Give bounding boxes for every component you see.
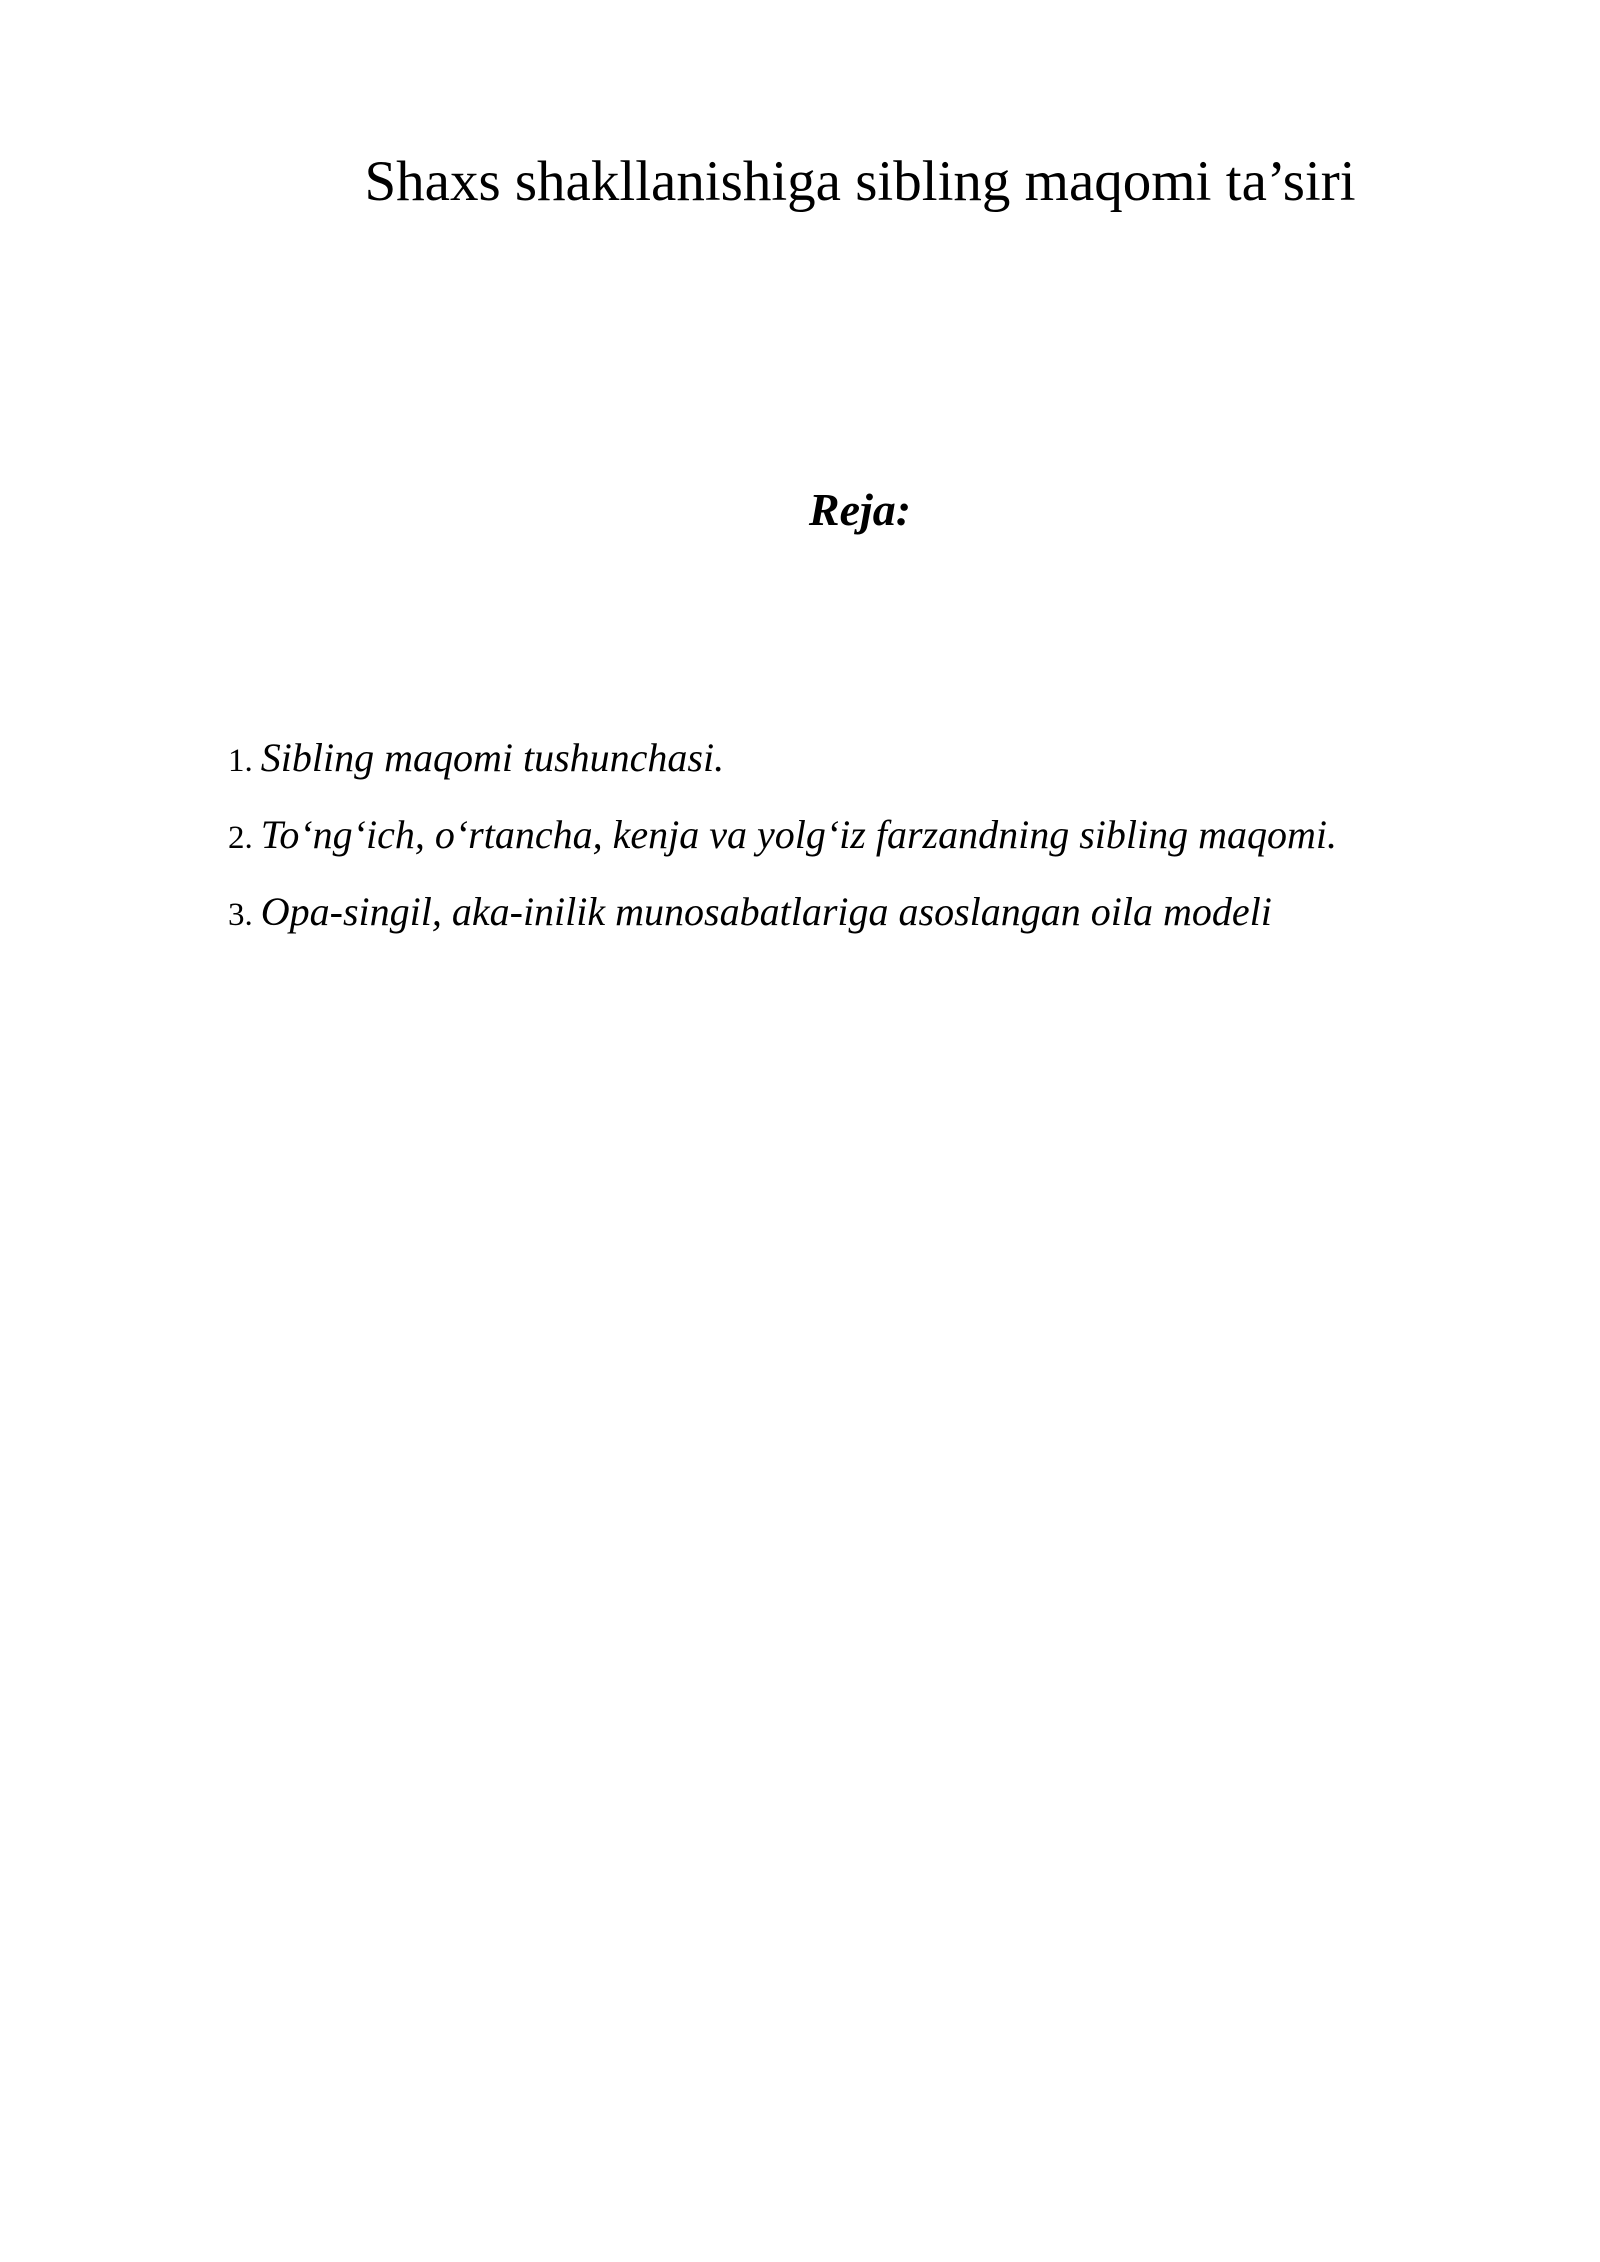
plan-item-text: To‘ng‘ich, o‘rtancha, kenja va yolg‘iz farzandning sibling maqomi. — [260, 812, 1337, 857]
plan-item — [228, 798, 1337, 875]
plan-item-number: 2. — [228, 820, 253, 856]
plan-item-number: 3. — [228, 897, 253, 933]
plan-item — [228, 721, 1337, 798]
plan-item-number: 1. — [228, 743, 253, 779]
plan-heading: Reja: — [808, 484, 912, 535]
plan-item-text: Sibling maqomi tushunchasi. — [260, 735, 725, 780]
document-title: Shaxs shakllanishiga sibling maqomi ta’siri — [364, 150, 1356, 213]
plan-item-text: Opa-singil, aka-inilik munosabatlariga asoslangan oila modeli — [260, 889, 1272, 934]
plan-list — [228, 721, 1337, 952]
plan-item — [228, 875, 1337, 952]
